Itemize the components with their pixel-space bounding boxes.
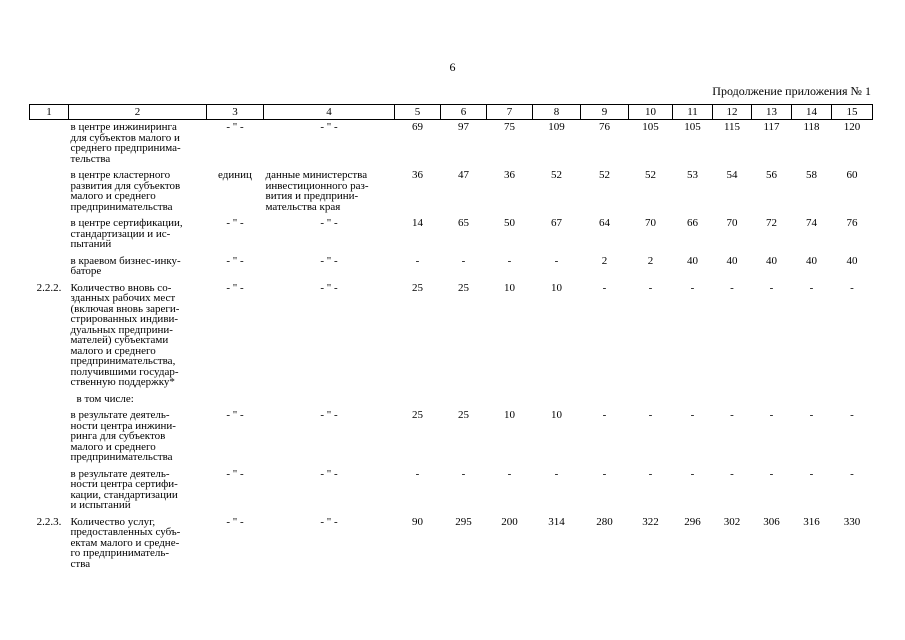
- value-cell-col-5: -: [415, 467, 420, 480]
- value-cell-col-5: 69: [412, 121, 423, 133]
- value-cell-col-10: 322: [642, 515, 659, 528]
- value-cell-col-8: [533, 392, 581, 409]
- unit-of-measure: [207, 254, 264, 281]
- indicator-description-line: Количество вновь со-: [70, 281, 172, 294]
- value-cell-col-8: 314: [548, 515, 565, 528]
- indicator-description-line: стандартизации и ис-: [70, 227, 171, 240]
- indicator-description-line: малого и среднего: [70, 344, 156, 357]
- value-cell-col-13: -: [769, 409, 774, 421]
- value-cell-col-5: 25: [412, 409, 423, 421]
- value-cell-col-13: -: [769, 281, 774, 294]
- unit-of-measure-line: - " -: [226, 515, 244, 528]
- data-source: [264, 467, 395, 515]
- table-row: [30, 168, 873, 216]
- value-cell-col-12: 302: [723, 515, 741, 528]
- indicator-description-line: баторе: [70, 265, 102, 277]
- data-source-line: - " -: [320, 281, 338, 294]
- value-cell-col-11: -: [690, 281, 695, 294]
- data-source-line: данные министерства: [265, 169, 368, 181]
- data-source-line: инвестиционного раз-: [265, 179, 369, 192]
- value-cell-col-7: 75: [504, 121, 515, 133]
- indicator-description: [69, 515, 207, 574]
- value-cell-col-6: 295: [455, 515, 472, 528]
- value-cell-col-14: 118: [803, 121, 820, 133]
- table-row: [30, 216, 873, 254]
- value-cell-col-12: 54: [726, 169, 738, 181]
- unit-of-measure: [207, 515, 264, 574]
- value-cell-col-15: [832, 392, 873, 409]
- unit-of-measure: [207, 216, 264, 254]
- value-cell-col-10: 70: [645, 217, 656, 229]
- value-cell-col-7: 200: [501, 515, 518, 528]
- table-row: [30, 515, 873, 574]
- data-source: [264, 216, 395, 254]
- row-number: [30, 254, 69, 281]
- unit-of-measure: [207, 467, 264, 515]
- indicator-description-line: стрированных индиви-: [70, 313, 179, 325]
- value-cell-col-8: 10: [551, 409, 562, 421]
- value-cell-col-7: -: [507, 467, 512, 480]
- column-header-8: 8: [533, 105, 581, 120]
- table-row: [30, 467, 873, 515]
- table-header-row: [30, 105, 873, 120]
- value-cell-col-9: 64: [599, 217, 610, 229]
- value-cell-col-8: -: [554, 467, 559, 480]
- value-cell-col-13: 72: [766, 217, 777, 229]
- value-cell-col-13: 40: [766, 254, 777, 267]
- value-cell-col-6: 47: [458, 169, 469, 181]
- column-header-3: 3: [207, 105, 264, 120]
- indicator-description-line: ринга для субъектов: [70, 430, 166, 442]
- value-cell-col-6: -: [461, 467, 466, 480]
- column-header-10: 10: [629, 105, 673, 120]
- column-header-15: 15: [832, 105, 873, 120]
- table-row: [30, 408, 873, 467]
- row-number: [30, 216, 69, 254]
- value-cell-col-9: 76: [599, 121, 610, 133]
- value-cell-col-15: 120: [843, 121, 861, 133]
- table-row: [30, 120, 873, 169]
- value-cell-col-6: 65: [458, 217, 469, 229]
- value-cell-col-14: 40: [806, 254, 817, 267]
- value-cell-col-11: [673, 392, 713, 409]
- value-cell-col-6: 97: [458, 121, 469, 133]
- indicator-description-line: в результате деятель-: [70, 409, 170, 421]
- data-source: [264, 168, 395, 216]
- value-cell-col-11: 66: [687, 217, 698, 229]
- value-cell-col-8: -: [554, 254, 559, 267]
- value-cell-col-8: 52: [551, 169, 562, 181]
- data-source-line: - " -: [320, 467, 338, 480]
- row-number: [30, 392, 69, 409]
- row-number: [30, 408, 69, 467]
- column-header-1: 1: [30, 105, 69, 120]
- value-cell-col-11: 105: [684, 121, 701, 133]
- data-source: [264, 408, 395, 467]
- unit-of-measure-line: - " -: [226, 409, 244, 421]
- value-cell-col-12: 115: [723, 121, 741, 133]
- value-cell-col-15: -: [850, 281, 854, 294]
- indicator-description-line: зданных рабочих мест: [70, 292, 176, 304]
- unit-of-measure-line: единиц: [218, 169, 252, 181]
- data-source-line: - " -: [320, 121, 338, 133]
- indicator-description: [69, 281, 207, 392]
- value-cell-col-9: [581, 392, 629, 409]
- indicator-description-line: в центре инжиниринга: [70, 121, 177, 133]
- data-source: [264, 120, 395, 169]
- value-cell-col-11: 53: [687, 169, 698, 181]
- indicator-description-line: кации, стандартизации: [70, 488, 178, 501]
- value-cell-col-14: [792, 392, 832, 409]
- unit-of-measure-line: - " -: [226, 254, 244, 267]
- value-cell-col-7: 36: [504, 169, 515, 181]
- value-cell-col-7: [487, 392, 533, 409]
- value-cell-col-13: [752, 392, 792, 409]
- table-body: [30, 120, 873, 574]
- value-cell-col-12: -: [730, 281, 734, 294]
- value-cell-col-14: 74: [806, 217, 817, 229]
- row-number: 2.2.3.: [36, 515, 62, 528]
- value-cell-col-12: 40: [726, 254, 738, 267]
- value-cell-col-11: -: [690, 467, 695, 480]
- column-header-13: 13: [752, 105, 792, 120]
- indicator-description-line: в результате деятель-: [70, 467, 170, 480]
- data-source-line: вития и предприни-: [265, 190, 359, 202]
- indicator-description-line: предпринимательства: [70, 200, 173, 213]
- unit-of-measure: [207, 120, 264, 169]
- value-cell-col-10: [629, 392, 673, 409]
- indicator-description-line: Количество услуг,: [70, 515, 156, 528]
- unit-of-measure: [207, 281, 264, 392]
- row-number: 2.2.2.: [36, 281, 62, 294]
- value-cell-col-5: 25: [412, 281, 423, 294]
- value-cell-col-6: -: [461, 254, 466, 267]
- value-cell-col-5: -: [415, 254, 420, 267]
- value-cell-col-8: 10: [551, 281, 562, 294]
- data-source: [264, 254, 395, 281]
- value-cell-col-13: -: [769, 467, 774, 480]
- value-cell-col-15: 76: [846, 217, 858, 229]
- value-cell-col-6: [441, 392, 487, 409]
- table-row: [30, 254, 873, 281]
- value-cell-col-6: 25: [458, 409, 469, 421]
- data-source-line: - " -: [320, 515, 338, 528]
- appendix-continuation-note: Продолжение приложения № 1: [712, 84, 871, 98]
- value-cell-col-5: [395, 392, 441, 409]
- data-source-line: - " -: [320, 254, 338, 267]
- value-cell-col-8: 109: [548, 121, 565, 133]
- value-cell-col-10: 52: [645, 169, 656, 181]
- indicator-description-line: малого и среднего: [70, 440, 156, 453]
- value-cell-col-12: [713, 392, 752, 409]
- value-cell-col-15: -: [850, 409, 854, 421]
- value-cell-col-9: 280: [596, 515, 613, 528]
- indicator-description-line: в центре сертификации,: [70, 217, 183, 229]
- value-cell-col-14: -: [809, 467, 814, 480]
- value-cell-col-5: 36: [412, 169, 423, 181]
- value-cell-col-9: -: [602, 467, 607, 480]
- indicator-description-line: го предприниматель-: [70, 547, 170, 559]
- indicator-description-line: получившими государ-: [70, 365, 179, 378]
- value-cell-col-11: -: [690, 409, 695, 421]
- indicator-description-line: среднего предпринима-: [70, 142, 181, 154]
- indicator-description-line: предпринимательства,: [70, 355, 176, 367]
- indicator-description-line: ности центра сертифи-: [70, 478, 178, 490]
- value-cell-col-14: -: [809, 281, 814, 294]
- data-source: [264, 392, 395, 409]
- value-cell-col-13: 56: [766, 169, 777, 181]
- indicator-description: [69, 467, 207, 515]
- column-header-7: 7: [487, 105, 533, 120]
- data-source-line: - " -: [320, 217, 338, 229]
- data-source: [264, 281, 395, 392]
- row-number: [30, 168, 69, 216]
- value-cell-col-11: 296: [684, 515, 701, 528]
- indicator-description: [69, 216, 207, 254]
- indicator-description-line: мателей) субъектами: [70, 334, 169, 346]
- unit-of-measure-line: - " -: [226, 217, 244, 229]
- value-cell-col-10: -: [648, 281, 653, 294]
- value-cell-col-5: 90: [412, 515, 423, 528]
- value-cell-col-12: -: [730, 467, 734, 480]
- indicator-description: [69, 168, 207, 216]
- data-source-line: мательства края: [265, 200, 341, 213]
- indicator-description-line: в том числе:: [76, 392, 134, 405]
- column-header-14: 14: [792, 105, 832, 120]
- indicator-description-line: дуальных предприни-: [70, 323, 173, 336]
- indicator-description-line: ственную поддержку*: [70, 376, 175, 388]
- indicator-description-line: предпринимательства: [70, 451, 173, 463]
- value-cell-col-7: 50: [504, 217, 515, 229]
- value-cell-col-8: 67: [551, 217, 562, 229]
- value-cell-col-10: -: [648, 467, 653, 480]
- indicator-description-line: ности центра инжини-: [70, 419, 176, 432]
- value-cell-col-5: 14: [412, 217, 423, 229]
- indicator-description: [69, 120, 207, 169]
- indicator-description-line: и испытаний: [70, 499, 131, 511]
- indicator-description-line: развития для субъектов: [70, 179, 181, 192]
- indicator-description-line: ства: [70, 557, 91, 570]
- indicator-description-line: предоставленных субъ-: [70, 526, 181, 538]
- indicator-description: [69, 254, 207, 281]
- unit-of-measure: [207, 408, 264, 467]
- unit-of-measure-line: - " -: [226, 467, 244, 480]
- value-cell-col-14: 316: [803, 515, 820, 528]
- value-cell-col-13: 306: [763, 515, 780, 528]
- value-cell-col-10: -: [648, 409, 653, 421]
- value-cell-col-15: 60: [846, 169, 858, 181]
- value-cell-col-14: 58: [806, 169, 817, 181]
- value-cell-col-12: 70: [726, 217, 738, 229]
- column-header-6: 6: [441, 105, 487, 120]
- data-source: [264, 515, 395, 574]
- value-cell-col-9: 52: [599, 169, 610, 181]
- column-header-2: 2: [69, 105, 207, 120]
- row-number: [30, 467, 69, 515]
- table-row: [30, 281, 873, 392]
- unit-of-measure-line: - " -: [226, 281, 244, 294]
- value-cell-col-7: -: [507, 254, 512, 267]
- page-number: 6: [449, 60, 456, 74]
- indicator-description: [69, 408, 207, 467]
- column-header-5: 5: [395, 105, 441, 120]
- indicator-description-line: (включая вновь зареги-: [70, 302, 180, 315]
- data-source-line: - " -: [320, 409, 338, 421]
- indicator-description: [69, 392, 207, 409]
- row-number: [30, 120, 69, 169]
- indicator-description-line: в краевом бизнес-инку-: [70, 254, 181, 267]
- indicators-table: [29, 104, 873, 573]
- value-cell-col-9: 2: [601, 254, 608, 267]
- indicator-description-line: тельства: [70, 152, 111, 165]
- column-header-4: 4: [264, 105, 395, 120]
- value-cell-col-12: -: [730, 409, 734, 421]
- value-cell-col-7: 10: [504, 409, 515, 421]
- indicator-description-line: ектам малого и средне-: [70, 536, 180, 549]
- column-header-12: 12: [713, 105, 752, 120]
- indicator-description-line: пытаний: [70, 238, 112, 250]
- value-cell-col-15: -: [850, 467, 854, 480]
- indicator-description-line: малого и среднего: [70, 190, 156, 202]
- value-cell-col-15: 330: [843, 515, 861, 528]
- indicator-description-line: в центре кластерного: [70, 169, 171, 181]
- unit-of-measure-line: - " -: [226, 121, 244, 133]
- column-header-9: 9: [581, 105, 629, 120]
- unit-of-measure: [207, 392, 264, 409]
- value-cell-col-9: -: [602, 409, 607, 421]
- value-cell-col-10: 2: [647, 254, 654, 267]
- table-row: [30, 392, 873, 409]
- value-cell-col-11: 40: [687, 254, 698, 267]
- value-cell-col-13: 117: [763, 121, 780, 133]
- value-cell-col-7: 10: [504, 281, 515, 294]
- value-cell-col-10: 105: [642, 121, 659, 133]
- value-cell-col-14: -: [809, 409, 814, 421]
- unit-of-measure: [207, 168, 264, 216]
- column-header-11: 11: [673, 105, 713, 120]
- indicator-description-line: для субъектов малого и: [70, 131, 180, 144]
- value-cell-col-15: 40: [846, 254, 858, 267]
- value-cell-col-9: -: [602, 281, 607, 294]
- value-cell-col-6: 25: [458, 281, 469, 294]
